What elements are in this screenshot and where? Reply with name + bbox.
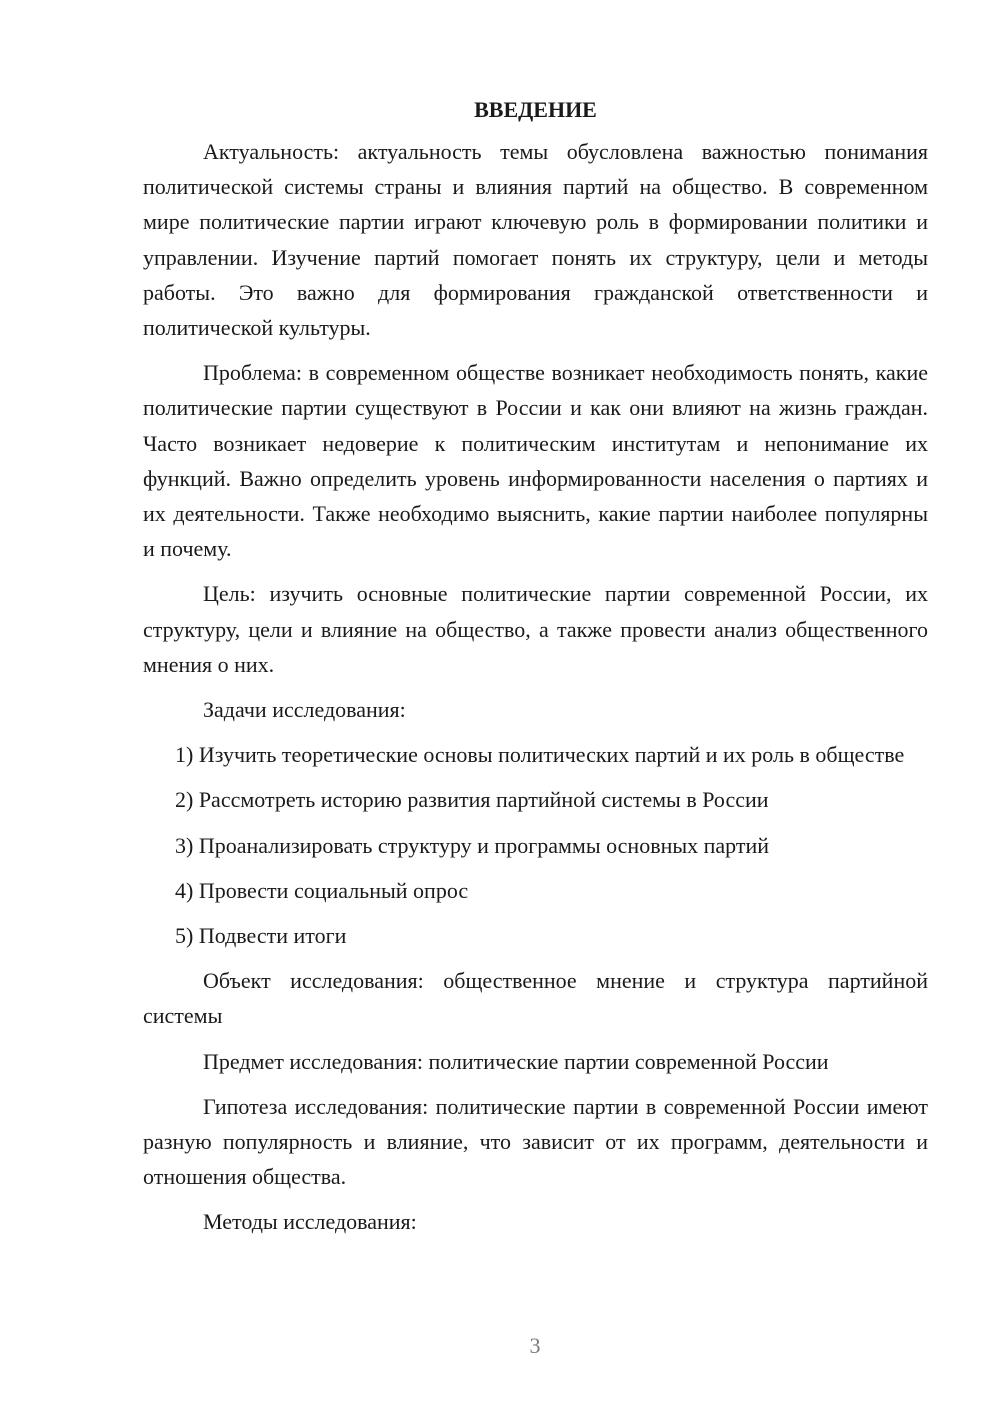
document-page — [143, 90, 928, 1250]
paragraph-hypothesis: Гипотеза исследования: политические партии в современной России имеют разную популярность и влияние, что зависит от их программ, деятельности и отношения общества. — [143, 1093, 928, 1190]
section-title: ВВЕДЕНИЕ — [474, 97, 597, 122]
paragraph-problem: Проблема: в современном обществе возникает необходимость понять, какие политические партии существуют в России и как они влияют на жизнь граждан. Часто возникает недоверие к политическим институтам и непонимание их функций. Важно определить уровень информированности населения о партиях и их деятельности. Также необходимо выяснить, какие партии наиболее популярны и почему. — [143, 360, 928, 562]
task-item-4: 4) Провести социальный опрос — [175, 877, 469, 903]
task-item-5: 5) Подвести итоги — [175, 923, 347, 949]
paragraph-methods: Методы исследования: — [203, 1209, 417, 1235]
paragraph-goal: Цель: изучить основные политические партии современной России, их структуру, цели и влияние на общество, а также провести анализ общественного мнения о них. — [143, 581, 928, 677]
paragraph-relevance: Актуальность: актуальность темы обусловлена важностью понимания политической системы страны и влияния партий на общество. В современном мире политические партии играют ключевую роль в формировании политики и управлении. Изучение партий помогает понять их структуру, цели и методы работы. Это важно для формирования гражданской ответственности и политической культуры. — [143, 139, 928, 341]
task-item-3: 3) Проанализировать структуру и программы основных партий — [175, 832, 770, 858]
paragraph-object: Объект исследования: общественное мнение и структура партийной системы — [143, 968, 928, 1029]
task-item-2: 2) Рассмотреть историю развития партийной системы в России — [175, 787, 769, 813]
paragraph-subject: Предмет исследования: политические партии современной России — [203, 1048, 829, 1074]
paragraph-tasks-heading: Задачи исследования: — [203, 697, 406, 723]
page-number: 3 — [529, 1333, 541, 1358]
task-item-1: 1) Изучить теоретические основы политических партий и их роль в обществе — [175, 742, 905, 768]
